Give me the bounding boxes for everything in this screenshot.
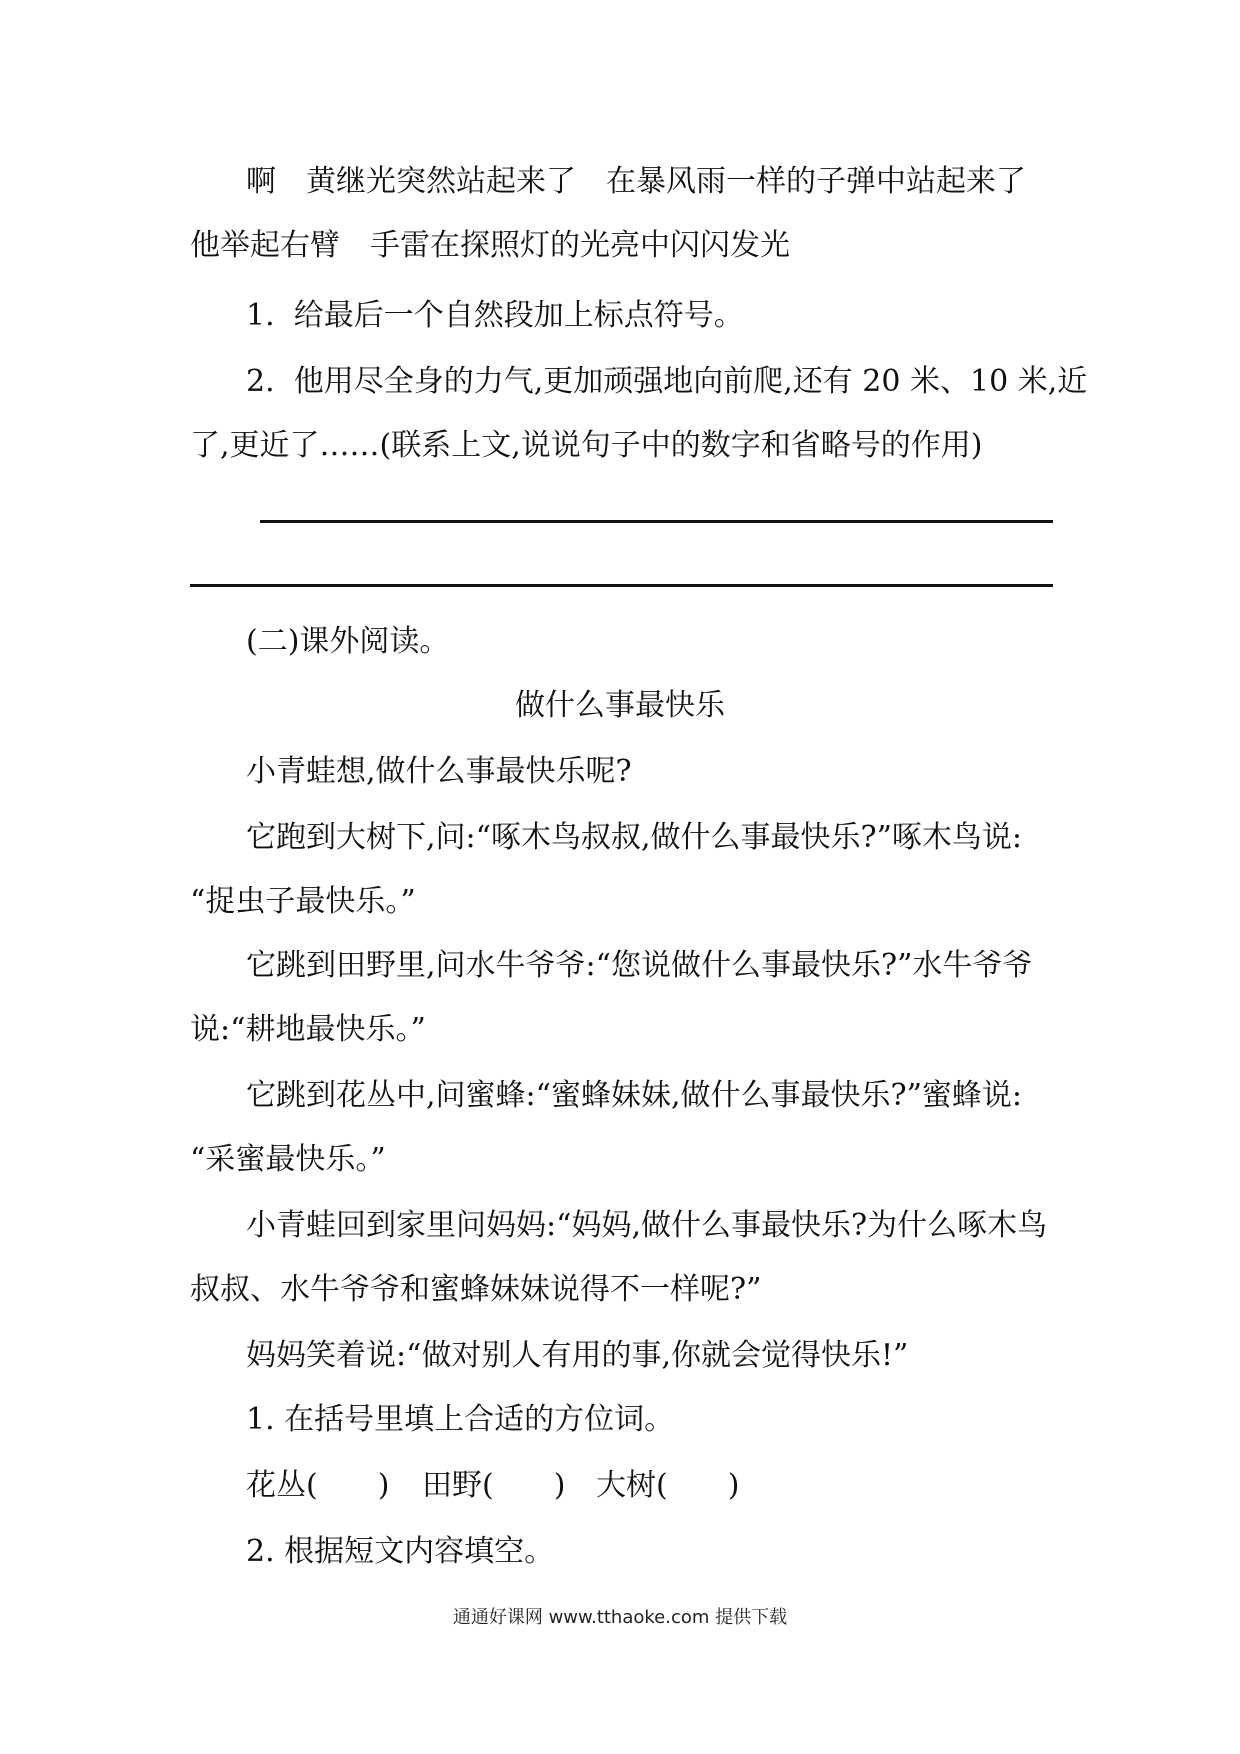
blank-big-tree: 大树( ): [596, 1468, 740, 1503]
story-paragraph: 小青蛙想,做什么事最快乐呢?: [246, 754, 632, 789]
question-1: 1. 给最后一个自然段加上标点符号。: [246, 298, 744, 333]
story-paragraph: 它跑到大树下,问:“啄木鸟叔叔,做什么事最快乐?”啄木鸟说:: [246, 820, 1023, 855]
story-paragraph: “采蜜最快乐。”: [190, 1142, 386, 1177]
question-2-line-1: 2. 他用尽全身的力气,更加顽强地向前爬,还有 20 米、10 米,近: [246, 364, 1088, 399]
excerpt-line-1: 啊 黄继光突然站起来了 在暴风雨一样的子弹中站起来了: [246, 164, 1026, 199]
story-title: 做什么事最快乐: [515, 688, 725, 723]
story-paragraph: 小青蛙回到家里问妈妈:“妈妈,做什么事最快乐?为什么啄木鸟: [246, 1208, 1048, 1243]
question-2-line-2: 了,更近了……(联系上文,说说句子中的数字和省略号的作用): [190, 428, 983, 463]
blank-flower-bush: 花丛( ): [246, 1468, 390, 1503]
exercise-question-1: 1. 在括号里填上合适的方位词。: [246, 1402, 675, 1437]
exercise-question-2: 2. 根据短文内容填空。: [246, 1534, 555, 1569]
excerpt-line-2: 他举起右臂 手雷在探照灯的光亮中闪闪发光: [190, 228, 790, 263]
section-heading: (二)课外阅读。: [246, 624, 450, 659]
story-paragraph: 妈妈笑着说:“做对别人有用的事,你就会觉得快乐!”: [246, 1338, 909, 1373]
answer-line-2: [190, 584, 1053, 587]
story-paragraph: “捉虫子最快乐。”: [190, 884, 416, 919]
story-paragraph: 说:“耕地最快乐。”: [190, 1012, 426, 1047]
story-paragraph: 它跳到花丛中,问蜜蜂:“蜜蜂妹妹,做什么事最快乐?”蜜蜂说:: [246, 1078, 1023, 1113]
page-footer: 通通好课网 www.tthaoke.com 提供下载: [452, 1607, 788, 1628]
story-paragraph: 它跳到田野里,问水牛爷爷:“您说做什么事最快乐?”水牛爷爷: [246, 948, 1033, 983]
blank-field: 田野( ): [422, 1468, 566, 1503]
story-paragraph: 叔叔、水牛爷爷和蜜蜂妹妹说得不一样呢?”: [190, 1272, 762, 1307]
answer-line-1: [260, 520, 1053, 523]
